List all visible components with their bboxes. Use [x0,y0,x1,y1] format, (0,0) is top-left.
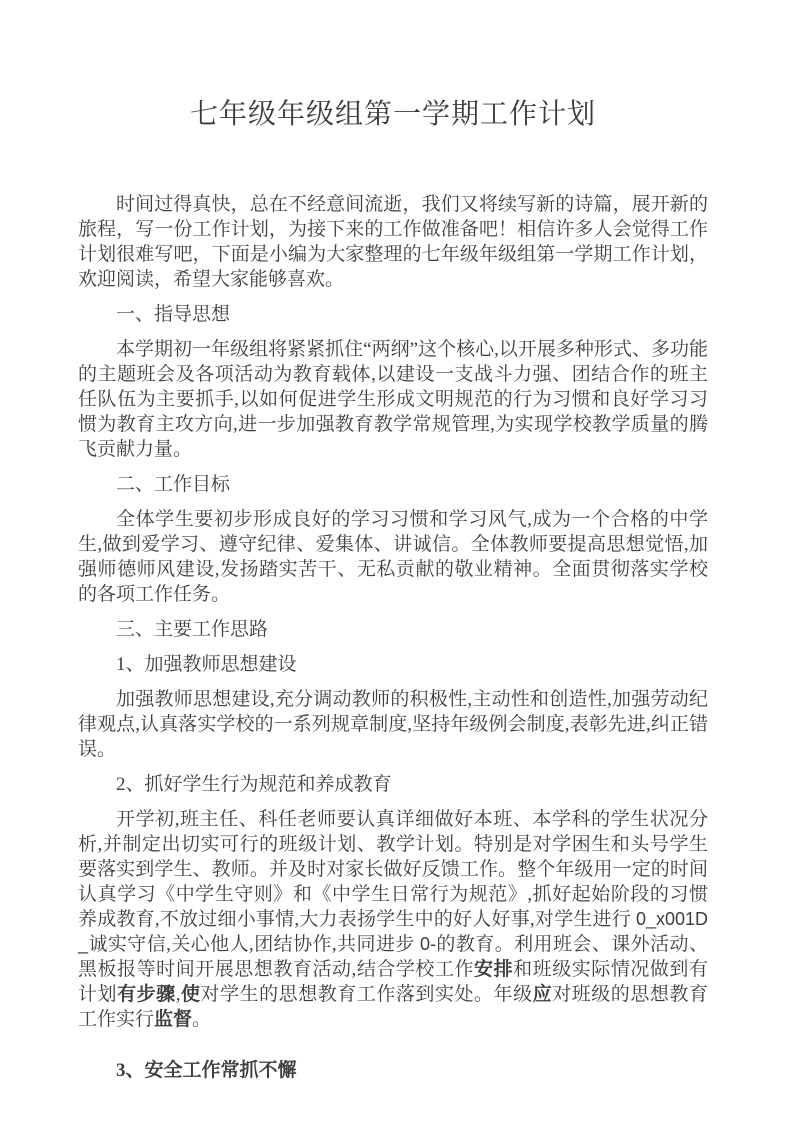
text-run-alt: 使 [180,984,201,1005]
text-run: 。 [192,1009,212,1030]
student-behavior-paragraph [78,807,708,1032]
text-run-alt: 应 [532,984,553,1005]
text-run: 一、指导思想 [116,304,231,325]
document-title: 七年级年级组第一学期工作计划 [189,99,596,130]
text-run-latin: 0- [419,934,436,954]
text-run: 对班级的思想教育工作实行 [78,984,708,1030]
text-run-alt: 监督 [154,1009,193,1030]
text-run: 和班级实际情况做到有计划 [78,959,708,1005]
teacher-ideology-paragraph [78,687,708,762]
text-run: 加强教师思想建设,充分调动教师的积极性,主动性和创造性,加强劳动纪律观点,认真落实学校的一系列规章制度,坚持年级例会制度,表彰先进,纠正错误。 [78,689,708,760]
text-run: 1、加强教师思想建设 [116,654,297,675]
heading-item-1-teacher-ideology [78,652,708,677]
text-run: 诚实守信,关心他人,团结协作,共同进步 [88,934,420,955]
intro-paragraph [78,192,708,292]
text-run: 3、安全工作常抓不懈 [116,1060,297,1081]
text-run: 开学初,班主任、科任老师要认真详细做好本班、本学科的学生状况分析,并制定出切实可行的班级计划、教学计划。特别是对学困生和头号学生要落实到学生、教师。并及时对家长做好反馈工作。整个年级用一定的时间认真学习《中学生守则》和《中学生日常行为规范》,抓好起始阶段的习惯养成教育,不放过细小事情,大力表扬学生中的好人好事,对学生进行 [78,809,708,930]
text-run: 对学生的思想教育工作落到实处。年级 [200,984,533,1005]
text-run-alt: 有步骤 [117,984,176,1005]
heading-guiding-ideology [78,302,708,327]
document-body [78,192,708,1083]
text-run: 三、主要工作思路 [116,619,269,640]
heading-item-2-student-behavior [78,772,708,797]
text-run: 2、抓好学生行为规范和养成教育 [116,774,392,795]
guiding-ideology-paragraph [78,337,708,462]
text-run-latin: 0_x001D_ [78,909,708,954]
heading-item-3-safety-work [78,1058,708,1083]
text-run: 本学期初一年级组将紧紧抓住“两纲”这个核心,以开展多种形式、多功能的主题班会及各项活动为教育载体,以建设一支战斗力强、团结合作的班主任队伍为主要抓手,以如何促进学生形成文明规范的行为习惯和良好学习习惯为教育主攻方向,进一步加强教育教学常规管理,为实现学校教学质量的腾飞贡献力量。 [78,339,708,460]
text-run: 的教育。利用班会、课外活动、黑板报等时间开展思想教育活动,结合学校工作 [78,934,708,980]
work-goals-paragraph [78,507,708,607]
text-run: 时间过得真快，总在不经意间流逝，我们又将续写新的诗篇，展开新的旅程，写一份工作计划，为接下来的工作做准备吧！相信许多人会觉得工作计划很难写吧，下面是小编为大家整理的七年级年级组第一学期工作计划，欢迎阅读，希望大家能够喜欢。 [78,194,708,290]
heading-main-work-ideas [78,617,708,642]
text-run-alt: 安排 [474,959,514,980]
text-run: 全体学生要初步形成良好的学习习惯和学习风气,成为一个合格的中学生,做到爱学习、遵守纪律、爱集体、讲诚信。全体教师要提高思想觉悟,加强师德师风建设,发扬踏实苦干、无私贡献的敬业精神。全面贯彻落实学校的各项工作任务。 [78,509,708,605]
text-run: , [175,984,181,1005]
heading-work-goals [78,472,708,497]
text-run: 二、工作目标 [116,474,231,495]
